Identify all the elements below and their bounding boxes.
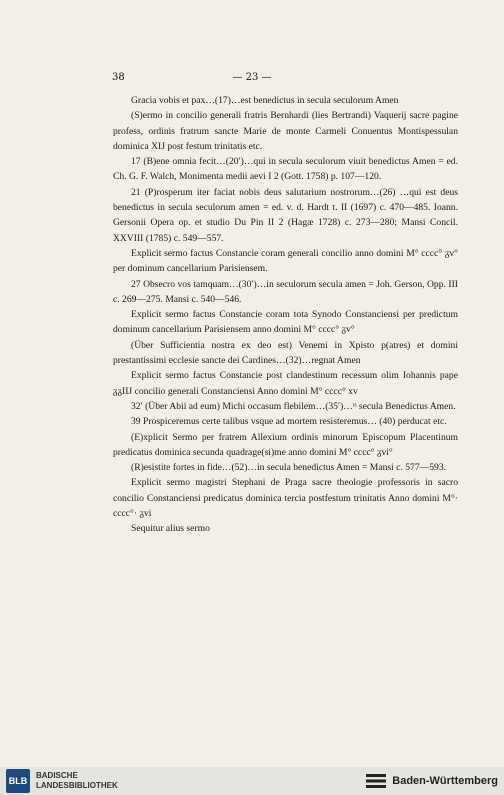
library-logo[interactable] xyxy=(6,769,118,793)
page-number: 38 xyxy=(112,72,125,83)
paragraph: 21 (P)rosperum iter faciat nobis deus salutarium nostrorum…(26) …qui est deus benedictus in secula seculorum amen = ed. v. d. Hardt t. II (1697) c. 470—485. Ioann. Gersonii Opera op. et studio Du Pin II 2 (Hagæ 1728) c. 273—280; Mansi Concil. XXVIII (1785) c. 549—557. xyxy=(113,186,458,244)
body-text xyxy=(113,93,458,537)
library-name: BADISCHE LANDESBIBLIOTHEK xyxy=(36,771,118,790)
running-head: — 23 — xyxy=(232,72,272,83)
paragraph: 39 Prospiceremus certe talibus vsque ad mortem resisteremus… (40) perducat etc. xyxy=(131,416,447,428)
state-name: Baden-Württemberg xyxy=(392,775,498,787)
paragraph: Sequitur alius sermo xyxy=(131,523,210,535)
paragraph: Explicit sermo factus Constancie coram tota Synodo Constanciensi per predictum dominum cancellarium Parisiensem anno domini M° cccc° ᵹv° xyxy=(113,309,458,336)
paragraph: Gracia vobis et pax…(17)…est benedictus in secula seculorum Amen xyxy=(131,95,399,106)
paragraph: Explicit sermo factus Constancie post clandestinum recessum olim Iohannis pape ᵹᵹIIJ concilio generali Constanciensi Anno domini M° cccc° xv xyxy=(113,370,458,397)
paragraph: (Über Sufficientia nostra ex deo est) Venemi in Xpisto p(atres) et domini prestantissimi ecclesie sancte dei Cardines…(32)…regnat Amen xyxy=(113,339,458,367)
state-logo[interactable] xyxy=(365,772,498,790)
paragraph: Explicit sermo magistri Stephani de Praga sacre theologie professoris in sacro concilio Constanciensi predicatus dominica tercia postfestum trinitatis Anno domini M°· cccc°· ᵹvi xyxy=(113,477,458,520)
paragraph: 32′ (Über Abii ad eum) Michi occasum flebilem…(35′)…ᶦˢ secula Benedictus Amen. xyxy=(131,400,456,412)
blb-logo-icon: BLB xyxy=(6,769,30,793)
page-header xyxy=(112,72,392,86)
paragraph: (E)xplicit Sermo per fratrem Allexium ordinis minorum Episcopum Placentinum predicatus dominica secunda quadrage(si)me anno domini M° cccc° ᵹvi° xyxy=(113,431,458,458)
paragraph: 17 (B)ene omnia fecit…(20′)…qui in secula seculorum viuit benedictus Amen = ed. Ch. G. F. Walch, Monimenta medii aevi I 2 (Gott. 1758) p. 107—120. xyxy=(113,156,458,183)
paragraph: 27 Obsecro vos tamquam…(30′)…in seculorum secula amen = Joh. Gerson, Opp. III c. 269—275. Mansi c. 540—546. xyxy=(113,278,458,305)
paragraph: (S)ermo in concilio generali fratris Bernhardi (lies Bertrandi) Vaquerij sacre pagine profess, ordinis fratrum sancte Marie de monte Carmeli Conuentus Montispessulan dominica XIJ post festum trinitatis etc. xyxy=(113,110,458,152)
paragraph: Explicit sermo factus Constancie coram generali concilio anno domini M° cccc° ᵹv° per dominum cancellarium Parisiensem. xyxy=(113,247,458,275)
footer-bar xyxy=(0,767,504,795)
paragraph: (R)esistite fortes in fide…(52)…in secula benedictus Amen = Mansi c. 577—593. xyxy=(131,462,447,474)
lions-crest-icon xyxy=(365,772,387,790)
